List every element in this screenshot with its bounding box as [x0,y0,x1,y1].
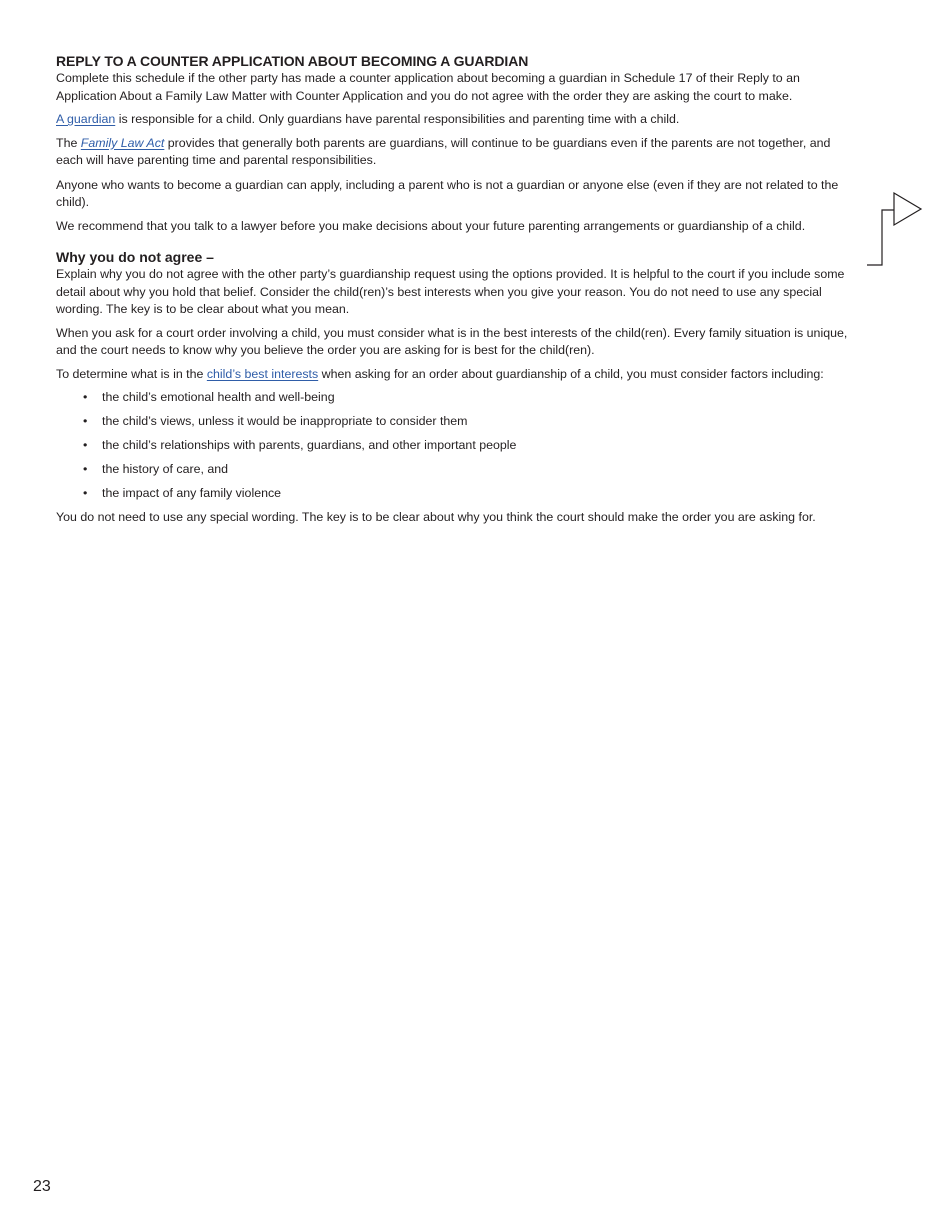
determine-before: To determine what is in the [56,366,207,381]
guardian-link[interactable]: A guardian [56,112,116,126]
determine-after: when asking for an order about guardianship of a child, you must consider factors including: [318,366,824,381]
page-number: 23 [33,1178,51,1195]
list-item: • the child’s views, unless it would be inappropriate to consider them [56,413,856,431]
page-title: REPLY TO A COUNTER APPLICATION ABOUT BECOMING A GUARDIAN [56,53,529,69]
list-item: • the history of care, and [56,461,856,479]
list-item: • the child’s emotional health and well-being [56,389,856,407]
closing-paragraph: You do not need to use any special wording. The key is to be clear about why you think the court should make the order you are asking for. [56,510,816,524]
guardian-paragraph [56,111,856,129]
anyone-paragraph: Anyone who wants to become a guardian can apply, including a parent who is not a guardian or anyone else (even if they are not related to the child). [56,177,839,209]
list-item: • the impact of any family violence [56,485,856,503]
guardian-text: is responsible for a child. Only guardians have parental responsibilities and parenting time with a child. [115,112,680,126]
list-item: • the child’s relationships with parents, guardians, and other important people [56,437,856,455]
section-heading: Why you do not agree – [56,249,214,265]
recommend-paragraph: We recommend that you talk to a lawyer before you make decisions about your future parenting arrangements or guardianship of a child. [56,218,806,233]
family-law-act-paragraph [56,135,856,170]
factors-list [56,389,856,503]
next-page-arrow-icon[interactable] [862,188,926,275]
document-page [56,52,856,533]
fla-before: The [56,135,81,150]
family-law-act-link[interactable]: Family Law Act [80,135,165,150]
intro-paragraph: Complete this schedule if the other party has made a counter application about becoming a guardian in Schedule 17 of their Reply to an Application About a Family Law Matter with Counter Application and you do not agree with the order they are asking the court to make. [56,71,800,103]
determine-paragraph [56,366,856,384]
fla-after: provides that generally both parents are guardians, will continue to be guardians even if the parents are not together, and each will have parenting time and parental responsibilities. [56,135,831,167]
best-interests-link[interactable]: child’s best interests [206,366,319,381]
explain-paragraph: Explain why you do not agree with the other party’s guardianship request using the options provided. It is helpful to the court if you include some detail about why you hold that belief. Consider the child(ren)’s best interests when you give your reason. You do not need to use any special wording. The key is to be clear about what you mean. [56,267,845,316]
court-paragraph: When you ask for a court order involving a child, you must consider what is in the best interests of the child(ren). Every family situation is unique, and the court needs to know why you believe the order you are asking for is best for the child(ren). [56,325,848,357]
